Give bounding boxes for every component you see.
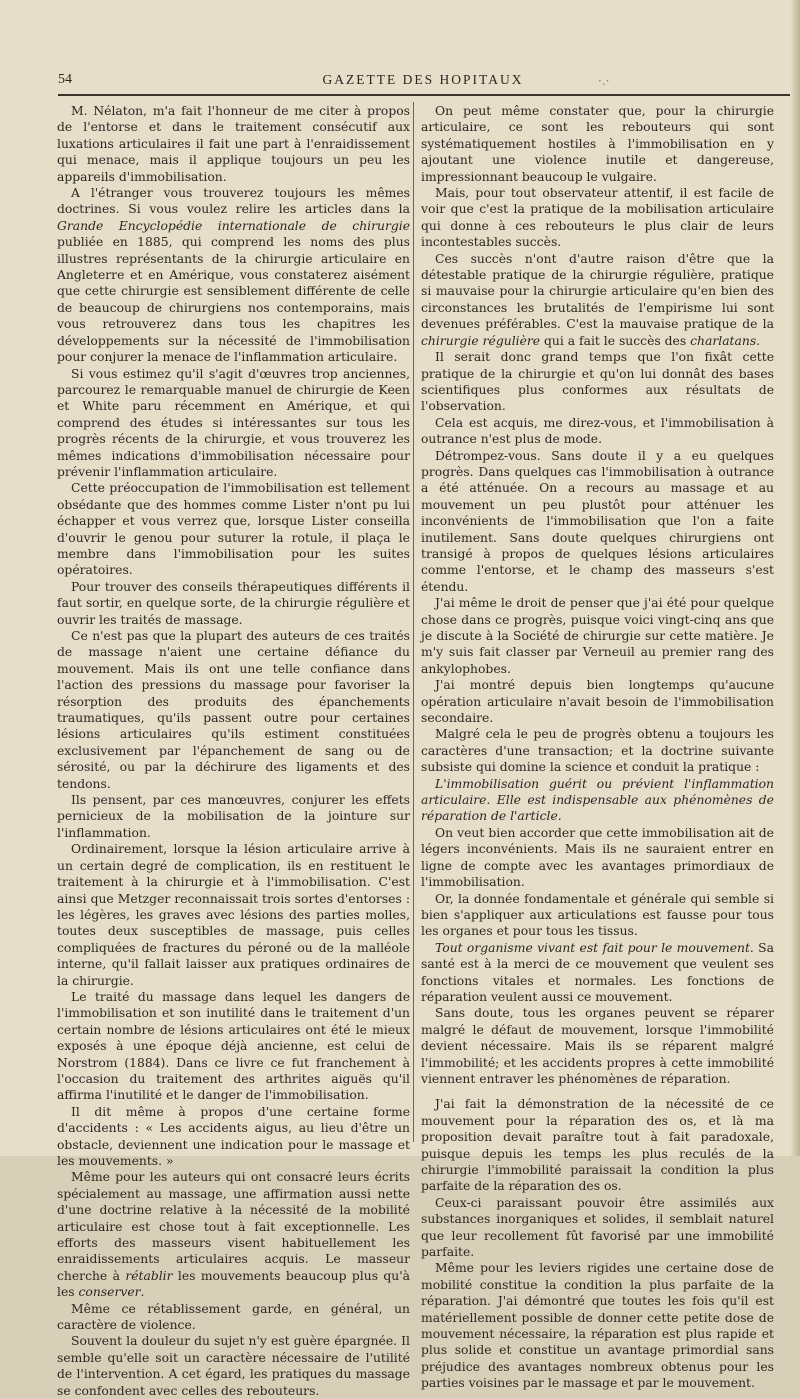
text-run: Souvent la douleur du sujet n'y est guère épargnée. Il semble qu'elle soit un caractère nécessaire de l'utilité de l'intervention. A cet égard, les pratiques du massage se confondent avec celles des rebouteurs. (57, 1334, 410, 1398)
paragraph (421, 677, 774, 726)
paragraph (421, 103, 774, 185)
ink-speck: ·.· (598, 74, 610, 88)
paragraph (421, 415, 774, 448)
text-run: J'ai même le droit de penser que j'ai été pour quelque chose dans ce progrès, puisque voici vingt-cinq ans que je discute à la Société de chirurgie sur cette matière. Je m'y suis fait classer par Verneuil au premier rang des ankylophobes. (421, 596, 774, 676)
text-run: les mouvements beaucoup plus qu'à les (57, 1268, 410, 1300)
text-run: Ce n'est pas que la plupart des auteurs de ces traités de massage n'aient une certaine défiance du mouvement. Mais ils ont une telle confiance dans l'action des pressions du massage pour favoriser la résorption des produits des épanchements traumatiques, qu'ils passent outre pour certaines lésions articulaires qu'ils estiment constituées exclusivement par l'épanchement de sang ou de sérosité, ou par la déchirure des ligaments et des tendons. (57, 629, 410, 791)
left-column (57, 103, 410, 1398)
column-divider (413, 102, 414, 1142)
text-run: Ordinairement, lorsque la lésion articulaire arrive à un certain degré de complication, ils en restituent le traitement à la chirurgie et à l'immobilisation. C'est ainsi que Metzger reconnaissait trois sortes d'entorses : les légères, les graves avec lésions des parties molles, toutes deux susceptibles de massage, puis celles compliquées de fractures du péroné ou de la malléole interne, qu'il fallait laisser aux pratiques ordinaires de la chirurgie. (57, 842, 410, 988)
paragraph (57, 841, 410, 989)
paragraph (57, 185, 410, 365)
text-run: Pour trouver des conseils thérapeutiques différents il faut sortir, en quelque sorte, de la chirurgie régulière et ouvrir les traités de massage. (57, 579, 410, 627)
italic-text: Tout organisme vivant est fait pour le mouvement. (435, 940, 754, 955)
text-run: Si vous estimez qu'il s'agit d'œuvres trop anciennes, parcourez le remarquable manuel de chirurgie de Keen et White paru récemment en Amérique, et qui comprend des études si intéressantes sur tous les progrès récents de la chirurgie, et vous trouverez les mêmes indications d'immobilisation nécessaire pour prévenir l'inflammation articulaire. (57, 366, 410, 479)
running-title: GAZETTE DES HOPITAUX (322, 72, 524, 87)
text-run: On peut même constater que, pour la chirurgie articulaire, ce sont les rebouteurs qui sont systématiquement hostiles à l'immobilisation en y ajoutant une violence inutile et dangereuse, impressionnant beaucoup le vulgaire. (421, 104, 774, 184)
text-run: Ces succès n'ont d'autre raison d'être que la détestable pratique de la chirurgie régulière, pratique si mauvaise pour la chirurgie articulaire qu'en bien des circonstances les brutalités de l'empirisme lui sont devenues préférables. C'est la mauvaise pratique de la (421, 251, 774, 332)
header-rule (58, 94, 790, 96)
paragraph (57, 103, 410, 185)
text-run: Il dit même à propos d'une certaine forme d'accidents : « Les accidents aigus, au lieu d'être un obstacle, deviennent une indication pour le massage et les mouvements. » (57, 1104, 410, 1168)
paragraph (57, 792, 410, 841)
text-run: Ceux-ci paraissant pouvoir être assimilés aux substances inorganiques et solides, il semblait naturel que leur recollement fût favorisé par une immobilité parfaite. (421, 1195, 774, 1260)
paragraph (421, 185, 774, 251)
page-header (58, 70, 788, 90)
text-run: Cela est acquis, me direz-vous, et l'immobilisation à outrance n'est plus de mode. (421, 415, 774, 447)
right-column (421, 103, 774, 1391)
paragraph (57, 579, 410, 628)
paragraph (421, 891, 774, 940)
text-run: Sa santé est à la merci de ce mouvement que veulent ses fonctions vitales et normales. Les fonctions de réparation veulent aussi ce mouvement. (421, 940, 774, 1004)
paragraph (57, 628, 410, 792)
text-run: Détrompez-vous. Sans doute il y a eu quelques progrès. Dans quelques cas l'immobilisation à outrance a été atténuée. On a recours au massage et au mouvement un peu plustôt pour atténuer les inconvénients de l'immobilisation que l'on a faite inutilement. Sans doute quelques chirurgiens ont transigé à propos de quelques lésions articulaires comme l'entorse, et le champ des masseurs s'est étendu. (421, 448, 774, 594)
paragraph (421, 940, 774, 1006)
text-run: Malgré cela le peu de progrès obtenu a toujours les caractères d'une transaction; et la doctrine suivante subsiste qui domine la science et conduit la pratique : (421, 727, 774, 775)
paragraph (57, 1104, 410, 1170)
text-run: A l'étranger vous trouverez toujours les mêmes doctrines. Si vous voulez relire les articles dans la (57, 186, 410, 217)
text-run: On veut bien accorder que cette immobilisation ait de légers inconvénients. Mais ils ne sauraient entrer en ligne de compte avec les avantages primordiaux de l'immobilisation. (421, 825, 774, 890)
text-run: M. Nélaton, m'a fait l'honneur de me citer à propos de l'entorse et dans le traitement consécutif aux luxations articulaires il fait une part à l'enraidissement qui menace, mais il applique toujours un peu les appareils d'immobilisation. (57, 104, 410, 184)
text-run: Il serait donc grand temps que l'on fixât cette pratique de la chirurgie et qu'on lui donnât des bases scientifiques plus conformes aux résultats de l'observation. (421, 350, 774, 414)
text-run: Or, la donnée fondamentale et générale qui semble si bien s'appliquer aux articulations est fausse pour tous les organes et pour tous les tissus. (421, 891, 774, 939)
paragraph (421, 251, 774, 349)
paragraph (421, 726, 774, 775)
text-run: Même pour les leviers rigides une certaine dose de mobilité constitue la condition la plus parfaite de la réparation. J'ai démontré que toutes les fois qu'il est matériellement possible de donner cette petite dose de mouvement nécessaire, la réparation est plus rapide et plus solide et constitue un avantage primordial sans préjudice des avantages nombreux obtenus pour les parties voisines par le massage et par le mouvement. (421, 1261, 774, 1391)
paragraph (421, 1005, 774, 1087)
paragraph (421, 595, 774, 677)
text-run: qui a fait le succès des (540, 333, 691, 348)
italic-text: conserver (78, 1285, 141, 1300)
paragraph (57, 1169, 410, 1300)
text-run: J'ai fait la démonstration de la nécessité de ce mouvement pour la réparation des os, et là ma proposition devait paraître tout à fait paradoxale, puisque depuis les temps les plus reculés de la chirurgie l'immobilité paraissait la condition la plus parfaite de la réparation des os. (421, 1097, 774, 1194)
text-run: Sans doute, tous les organes peuvent se réparer malgré le défaut de mouvement, lorsque l'immobilité devient nécessaire. Mais ils se réparent malgré l'immobilité; et les accidents propres à cette immobilité viennent entraver les phénomènes de réparation. (421, 1006, 774, 1086)
text-run: publiée en 1885, qui comprend les noms des plus illustres représentants de la chirurgie articulaire en Angleterre et en Amérique, vous constaterez aisément que cette chirurgie est sensiblement différente de celle de beaucoup de chirurgiens nos contemporains, mais vous retrouverez dans tous les chapitres les développements sur la nécessité de l'immobilisation pour conjurer la menace de l'inflammation articulaire. (57, 235, 410, 365)
paragraph (421, 448, 774, 596)
paragraph (421, 825, 774, 891)
text-run: Mais, pour tout observateur attentif, il est facile de voir que c'est la pratique de la mobilisation articulaire qui donne à ces rebouteurs le plus clair de leurs incontestables succès. (421, 186, 774, 250)
paragraph (421, 1260, 774, 1391)
italic-text: charlatans (690, 333, 757, 348)
text-run: Même ce rétablissement garde, en général, un caractère de violence. (57, 1301, 410, 1333)
italic-text: Grande Encyclopédie internationale de chirurgie (57, 218, 410, 233)
paragraph (421, 776, 774, 825)
text-run: Le traité du massage dans lequel les dangers de l'immobilisation et son inutilité dans le traitement d'un certain nombre de lésions articulaires ont été le mieux exposés à une époque déjà ancienne, est celui de Norstrom (1884). Dans ce livre ce fut franchement à l'occasion du traitement des arthrites aiguës qu'il affirma l'inutilité et le danger de l'immobilisation. (57, 989, 410, 1103)
page-edge (790, 0, 800, 1156)
paragraph (57, 1301, 410, 1334)
italic-text: L'immobilisation guérit ou prévient l'inflammation articulaire. Elle est indispensable aux phénomènes de réparation de l'article. (421, 776, 774, 824)
paragraph (421, 349, 774, 415)
text-run: Cette préoccupation de l'immobilisation est tellement obsédante que des hommes comme Lister n'ont pu lui échapper et vous verrez que, lorsque Lister conseilla d'ouvrir le genou pour suturer la rotule, il plaça le membre dans l'immobilisation pour les suites opératoires. (57, 481, 410, 578)
text-run: . (140, 1285, 145, 1300)
text-run: Même pour les auteurs qui ont consacré leurs écrits spécialement au massage, une affirmation aussi nette d'une doctrine relative à la nécessité de la mobilité articulaire est chose tout à fait exceptionnelle. Les efforts des masseurs visent habituellement les enraidissements articulaires acquis. Le masseur cherche à (57, 1170, 410, 1283)
page-number: 54 (58, 72, 72, 87)
italic-text: chirurgie régulière (421, 333, 541, 348)
paragraph (57, 480, 410, 578)
italic-text: rétablir (125, 1268, 173, 1283)
text-run: . (756, 333, 761, 348)
text-run: Ils pensent, par ces manœuvres, conjurer les effets pernicieux de la mobilisation de la jointure sur l'inflammation. (57, 793, 410, 840)
paragraph (57, 366, 410, 481)
text-run: J'ai montré depuis bien longtemps qu'aucune opération articulaire n'avait besoin de l'immobilisation secondaire. (421, 678, 774, 726)
paragraph (57, 1333, 410, 1399)
paragraph (421, 1096, 774, 1194)
paragraph (421, 1195, 774, 1261)
paragraph (57, 989, 410, 1104)
